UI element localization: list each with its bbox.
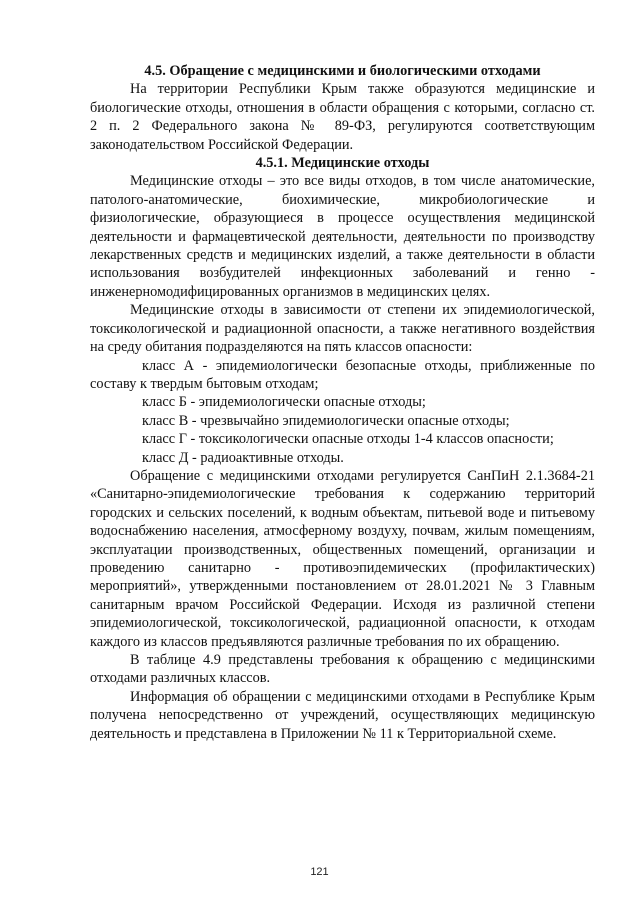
appendix-reference-paragraph: Информация об обращении с медицинскими отходами в Республике Крым получена непосредственно от учреждений, осуществляющих медицинскую деятельность и представлена в Приложении № 11 к Территориальной схеме.: [90, 688, 595, 742]
subsection-heading: 4.5.1. Медицинские отходы: [255, 155, 430, 172]
definition-paragraph: Медицинские отходы – это все виды отходов, в том числе анатомические, патолого-анатомические, биохимические, микробиологические и физиологические, образующиеся в процессе осуществления медицинской деятельности и фармацевтической деятельности, деятельности по производству лекарственных средств и медицинских изделий, а также деятельности в области использования возбудителей инфекционных заболеваний и генно - инженерномодифицированных организмов в медицинских целях.: [90, 173, 595, 300]
table-reference-paragraph: В таблице 4.9 представлены требования к обращению с медицинскими отходами различных классов.: [90, 652, 595, 687]
page-number: 121: [310, 866, 329, 878]
class-list-item-d: класс Д - радиоактивные отходы.: [142, 449, 344, 466]
section-intro-paragraph: На территории Республики Крым также образуются медицинские и биологические отходы, отношения в области обращения с которыми, согласно ст. 2 п. 2 Федерального закона № 89-ФЗ, регулируются соответствующим законодательством Российской Федерации.: [90, 81, 595, 153]
class-list-item-b: класс Б - эпидемиологически опасные отходы;: [142, 394, 426, 411]
classification-paragraph: Медицинские отходы в зависимости от степени их эпидемиологической, токсикологической и радиационной опасности, а также негативного воздействия на среду обитания подразделяются на пять классов опасности:: [90, 302, 595, 356]
class-list-item-a: класс А - эпидемиологически безопасные отходы, приближенные по составу к твердым бытовым отходам;: [90, 357, 595, 392]
page-content: [90, 62, 595, 743]
class-list-item-g: класс Г - токсикологически опасные отходы 1-4 классов опасности;: [142, 431, 554, 448]
class-list-item-v: класс В - чрезвычайно эпидемиологически опасные отходы;: [142, 412, 510, 429]
section-heading: 4.5. Обращение с медицинскими и биологическими отходами: [144, 63, 541, 79]
regulation-paragraph: Обращение с медицинскими отходами регулируется СанПиН 2.1.3684-21 «Санитарно-эпидемиологические требования к содержанию территорий городских и сельских поселений, к водным объектам, питьевой воде и питьевому водоснабжению населения, атмосферному воздуху, почвам, жилым помещениям, эксплуатации производственных, общественных помещений, организации и проведению санитарно - противоэпидемических (профилактических) мероприятий», утвержденными постановлением от 28.01.2021 № 3 Главным санитарным врачом Российской Федерации. Исходя из различной степени эпидемиологической, токсикологической, радиационной опасности, к отходам каждого из классов предъявляются различные требования по их обращению.: [90, 467, 595, 650]
